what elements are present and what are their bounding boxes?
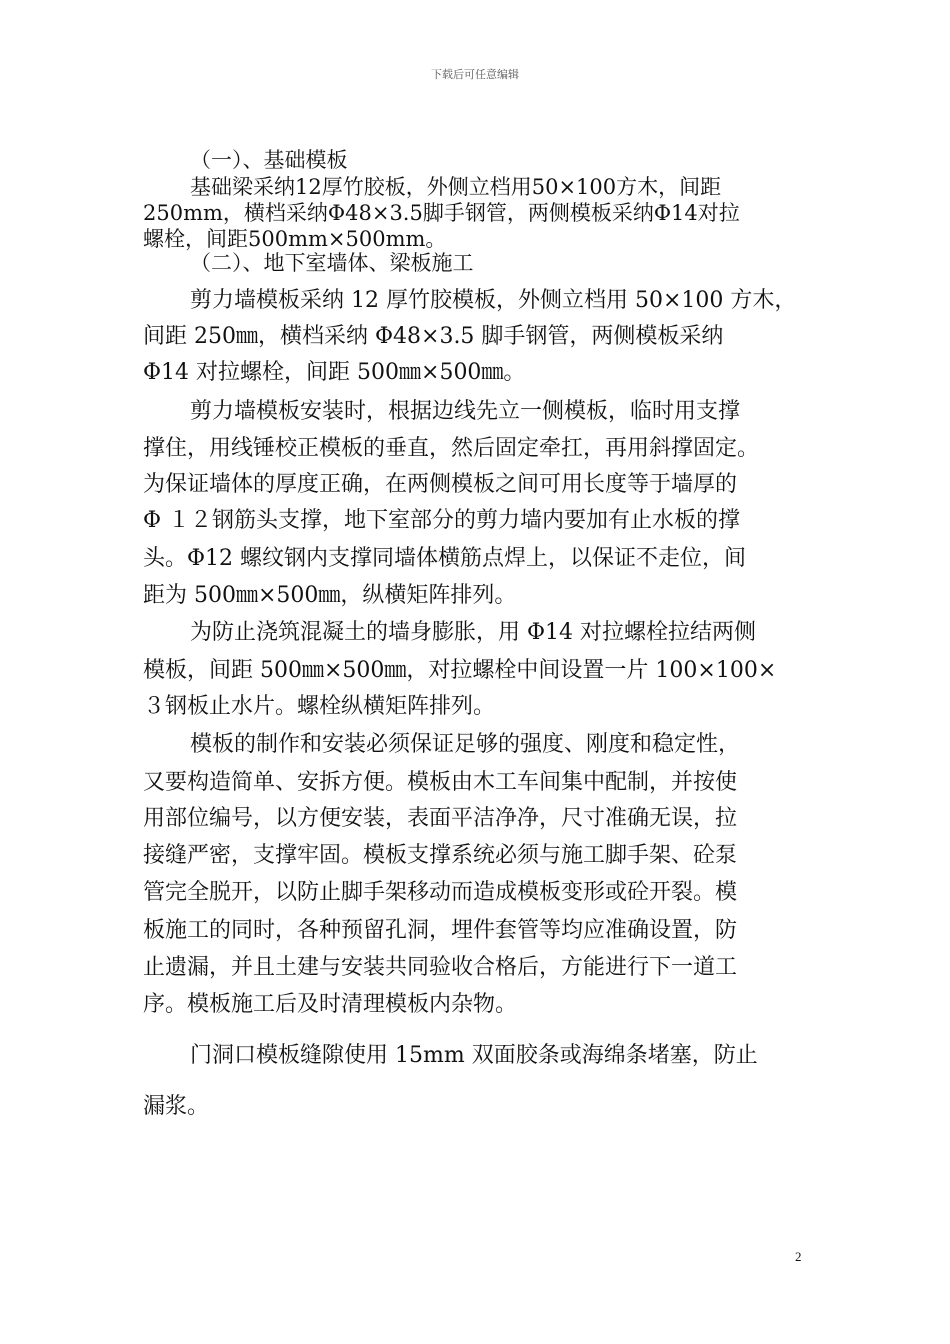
- paragraph-line: 模板，间距 500㎜×500㎜，对拉螺栓中间设置一片 100×100×: [143, 658, 777, 683]
- section-heading-foundation: （一）、基础模板: [190, 148, 348, 172]
- paragraph-line: 漏浆。: [143, 1094, 210, 1119]
- paragraph-line: Φ14 对拉螺栓，间距 500㎜×500㎜。: [143, 360, 526, 385]
- paragraph-line: 门洞口模板缝隙使用 15mm 双面胶条或海绵条堵塞，防止: [190, 1043, 758, 1068]
- paragraph-line: 基础梁采纳12厚竹胶板，外侧立档用50×100方木，间距: [190, 175, 722, 199]
- paragraph-line: 为保证墙体的厚度正确，在两侧模板之间可用长度等于墙厚的: [143, 472, 738, 497]
- paragraph-line: 剪力墙模板安装时，根据边线先立一侧模板，临时用支撑: [190, 399, 741, 424]
- paragraph-line: 又要构造简单、安拆方便。模板由木工车间集中配制，并按使: [143, 770, 738, 795]
- paragraph-line: Φ １２钢筋头支撑，地下室部分的剪力墙内要加有止水板的撑: [143, 508, 741, 533]
- paragraph-line: 250mm，横档采纳Φ48×3.5脚手钢管，两侧模板采纳Φ14对拉: [143, 201, 740, 225]
- paragraph-line: 板施工的同时，各种预留孔洞，埋件套管等均应准确设置，防: [143, 918, 738, 943]
- page-number: 2: [795, 1249, 802, 1264]
- paragraph-line: 头。Φ12 螺纹钢内支撑同墙体横筋点焊上，以保证不走位，间: [143, 546, 747, 571]
- page-header: 下载后可任意编辑: [431, 68, 519, 81]
- paragraph-line: 距为 500㎜×500㎜，纵横矩阵排列。: [143, 583, 517, 608]
- paragraph-line: 剪力墙模板采纳 12 厚竹胶模板，外侧立档用 50×100 方木，: [190, 288, 797, 313]
- paragraph-line: 序。模板施工后及时清理模板内杂物。: [143, 992, 518, 1017]
- paragraph-line: ３钢板止水片。螺栓纵横矩阵排列。: [143, 694, 496, 719]
- paragraph-line: 接缝严密，支撑牢固。模板支撑系统必须与施工脚手架、砼泵: [143, 843, 738, 868]
- paragraph-line: 用部位编号，以方便安装，表面平洁净净，尺寸准确无误，拉: [143, 806, 738, 831]
- paragraph-line: 螺栓，间距500mm×500mm。: [143, 227, 447, 251]
- paragraph-line: 为防止浇筑混凝土的墙身膨胀，用 Φ14 对拉螺栓拉结两侧: [190, 620, 757, 645]
- paragraph-line: 止遗漏，并且土建与安装共同验收合格后，方能进行下一道工: [143, 955, 738, 980]
- section-heading-basement: （二）、地下室墙体、梁板施工: [190, 251, 474, 275]
- paragraph-line: 间距 250㎜，横档采纳 Φ48×3.5 脚手钢管，两侧模板采纳: [143, 324, 724, 349]
- paragraph-line: 模板的制作和安装必须保证足够的强度、刚度和稳定性，: [190, 732, 741, 757]
- paragraph-line: 管完全脱开，以防止脚手架移动而造成模板变形或砼开裂。模: [143, 880, 738, 905]
- paragraph-line: 撑住，用线锤校正模板的垂直，然后固定牵扛，再用斜撑固定。: [143, 436, 760, 461]
